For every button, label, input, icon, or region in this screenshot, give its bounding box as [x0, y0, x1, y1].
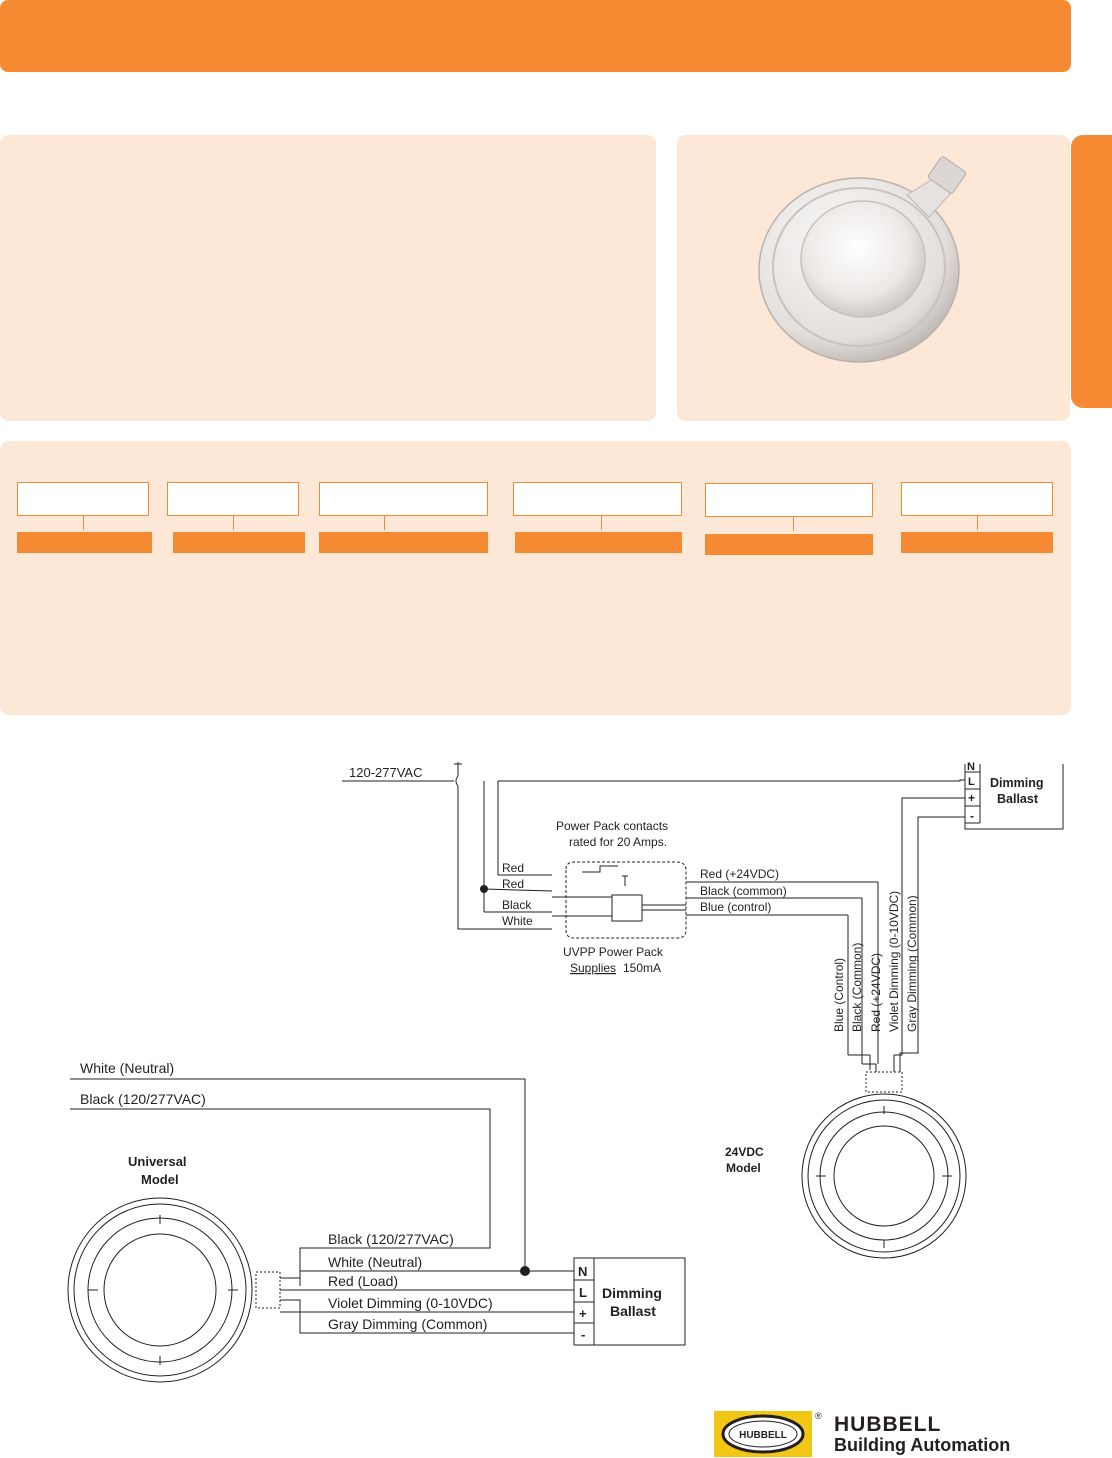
universal-wire-gray: Gray Dimming (Common): [328, 1316, 488, 1332]
terminal-minus-24vdc: -: [970, 809, 974, 823]
wire-label-black: Black: [502, 898, 532, 912]
vert-label-blue: Blue (Control): [832, 957, 846, 1032]
hubbell-logo: [714, 1411, 1074, 1457]
power-pack-note-1: Power Pack contacts: [556, 819, 669, 833]
hubbell-badge-icon: [714, 1411, 814, 1457]
ballast-universal-line2: Ballast: [610, 1303, 656, 1319]
power-pack-note-2: rated for 20 Amps.: [569, 835, 668, 849]
universal-wire-violet: Violet Dimming (0-10VDC): [328, 1295, 493, 1311]
ballast-24vdc-line2: Ballast: [997, 792, 1038, 806]
logo-tagline: Building Automation: [834, 1435, 1011, 1455]
universal-model-line2: Model: [141, 1172, 179, 1187]
terminal-n-universal: N: [578, 1264, 588, 1279]
terminal-plus-24vdc: +: [968, 791, 976, 805]
universal-wire-red: Red (Load): [328, 1273, 399, 1289]
wire-label-red-2: Red: [502, 877, 525, 891]
wire-label-white: White: [502, 914, 533, 928]
logo-name: HUBBELL: [834, 1413, 942, 1436]
model-24vdc-line2: Model: [726, 1161, 761, 1175]
feed-black-label: Black (120/277VAC): [80, 1091, 206, 1107]
wire-label-blue-control: Blue (control): [700, 900, 772, 914]
power-pack-caption-supplies: Supplies: [570, 961, 617, 975]
vert-label-violet: Violet Dimming (0-10VDC): [887, 890, 901, 1032]
terminal-plus-universal: +: [579, 1306, 587, 1321]
terminal-l-universal: L: [579, 1285, 587, 1300]
ballast-universal-line1: Dimming: [602, 1285, 662, 1301]
terminal-n-24vdc: N: [967, 761, 975, 773]
universal-model-line1: Universal: [128, 1154, 187, 1169]
power-pack-caption-current: 150mA: [623, 961, 662, 975]
vert-label-red: Red (+24VDC): [869, 952, 883, 1032]
universal-wire-white: White (Neutral): [328, 1254, 423, 1270]
universal-wire-black: Black (120/277VAC): [328, 1231, 454, 1247]
wire-label-red-24vdc: Red (+24VDC): [700, 867, 780, 881]
ballast-24vdc-line1: Dimming: [990, 776, 1044, 790]
terminal-l-24vdc: L: [968, 776, 975, 788]
feed-white-label: White (Neutral): [80, 1060, 175, 1076]
vert-label-black: Black (Common): [850, 942, 864, 1032]
vert-label-gray: Gray Dimming (Common): [905, 895, 919, 1032]
terminal-minus-universal: -: [581, 1327, 586, 1342]
registered-mark: ®: [815, 1411, 822, 1421]
wire-label-black-common: Black (common): [700, 884, 787, 898]
wire-label-red-1: Red: [502, 861, 525, 875]
supply-voltage-label: 120-277VAC: [349, 765, 423, 780]
power-pack-caption-1: UVPP Power Pack: [563, 945, 663, 959]
model-24vdc-line1: 24VDC: [725, 1145, 764, 1159]
badge-text: HUBBELL: [739, 1430, 787, 1441]
